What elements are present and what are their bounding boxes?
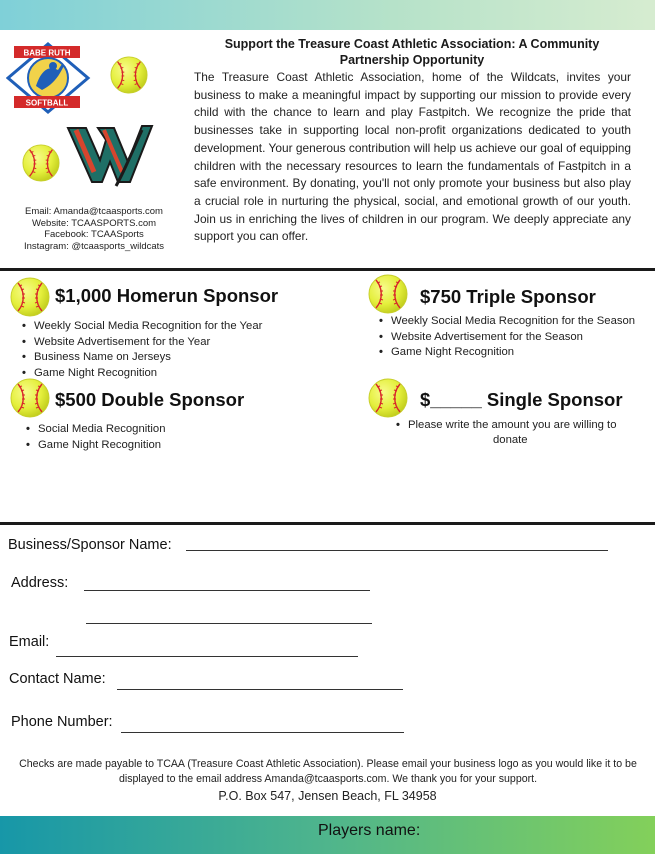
single-sponsor-note	[396, 418, 616, 434]
wildcats-w-logo	[68, 126, 152, 186]
divider-middle	[0, 522, 655, 525]
list-item: • Weekly Social Media Recognition for the Year	[22, 319, 262, 335]
contact-website: Website: TCAASPORTS.com	[31, 217, 157, 229]
mailing-address: P.O. Box 547, Jensen Beach, FL 34958	[218, 789, 437, 803]
double-sponsor-title: $500 Double Sponsor	[55, 389, 245, 410]
contact-name-field[interactable]	[117, 689, 403, 690]
players-name-label: Players name:	[318, 822, 421, 839]
babe-ruth-softball-logo	[6, 40, 186, 195]
softball-icon	[10, 277, 50, 317]
business-name-field[interactable]	[186, 550, 608, 551]
triple-benefits-list	[379, 314, 635, 361]
softball-icon	[10, 378, 50, 418]
contact-name-label: Contact Name:	[9, 671, 106, 687]
contact-facebook: Facebook: TCAASports	[44, 229, 144, 240]
list-item: • Game Night Recognition	[22, 366, 262, 382]
divider-top	[0, 268, 655, 271]
logo-area	[6, 40, 186, 195]
list-item: • Game Night Recognition	[26, 438, 165, 454]
triple-sponsor-title: $750 Triple Sponsor	[420, 286, 596, 307]
page-title: Support the Treasure Coast Athletic Association: A Community Partnership Opportunity	[224, 37, 600, 67]
address-field-line2[interactable]	[86, 623, 372, 624]
intro-paragraph: The Treasure Coast Athletic Association, home of the Wildcats, invites your business to make a meaningful impact by supporting our mission to provide every child with the chance to learn and play Fastpitch. We recognize the pride that businesses take in supporting local non-profit organizations dedicated to youth development. Your generous contribution will help us achieve our goal of equipping children with the necessary resources to learn the fundamentals of Fastpitch in a safe environment. By donating, you'll not only promote your business but also play a crucial role in nurturing the physical, social, and emotional growth of our youth. Join us in enriching the lives of children in our program. We deeply appreciate any support you can offer.	[194, 70, 631, 244]
email-label: Email:	[9, 634, 50, 650]
phone-number-field[interactable]	[121, 732, 404, 733]
phone-number-label: Phone Number:	[11, 714, 113, 730]
list-item: • Website Advertisement for the Season	[379, 330, 635, 346]
babe-ruth-bottom-text: SOFTBALL	[25, 98, 69, 108]
email-field[interactable]	[56, 656, 358, 657]
single-sponsor-title: $_____ Single Sponsor	[420, 389, 623, 410]
list-item: • Business Name on Jerseys	[22, 350, 262, 366]
contact-email: Email: Amanda@tcaasports.com	[25, 206, 163, 217]
homerun-sponsor-title: $1,000 Homerun Sponsor	[55, 285, 279, 306]
address-label: Address:	[11, 575, 69, 591]
list-item: • Weekly Social Media Recognition for the Season	[379, 314, 635, 330]
softball-icon	[368, 378, 408, 418]
contact-instagram: Instagram: @tcaasports_wildcats	[23, 240, 165, 252]
payment-note: Checks are made payable to TCAA (Treasure Coast Athletic Association). Please email your business logo as you would like it to be displayed to the email address Amanda@tcaasports.com. We thank you for your support.	[19, 758, 637, 785]
contact-info	[4, 206, 184, 252]
address-field-line1[interactable]	[84, 590, 370, 591]
business-name-label: Business/Sponsor Name:	[8, 537, 172, 553]
list-item: • Social Media Recognition	[26, 422, 165, 438]
single-sponsor-note-cont: donate	[493, 434, 528, 446]
babe-ruth-top-text: BABE RUTH	[23, 48, 71, 58]
softball-icon	[368, 274, 408, 314]
list-item: • Please write the amount you are willing to	[396, 418, 616, 434]
homerun-benefits-list	[22, 319, 262, 381]
list-item: • Website Advertisement for the Year	[22, 335, 262, 351]
top-gradient-bar	[0, 0, 655, 30]
double-benefits-list	[26, 422, 165, 453]
list-item: • Game Night Recognition	[379, 345, 635, 361]
